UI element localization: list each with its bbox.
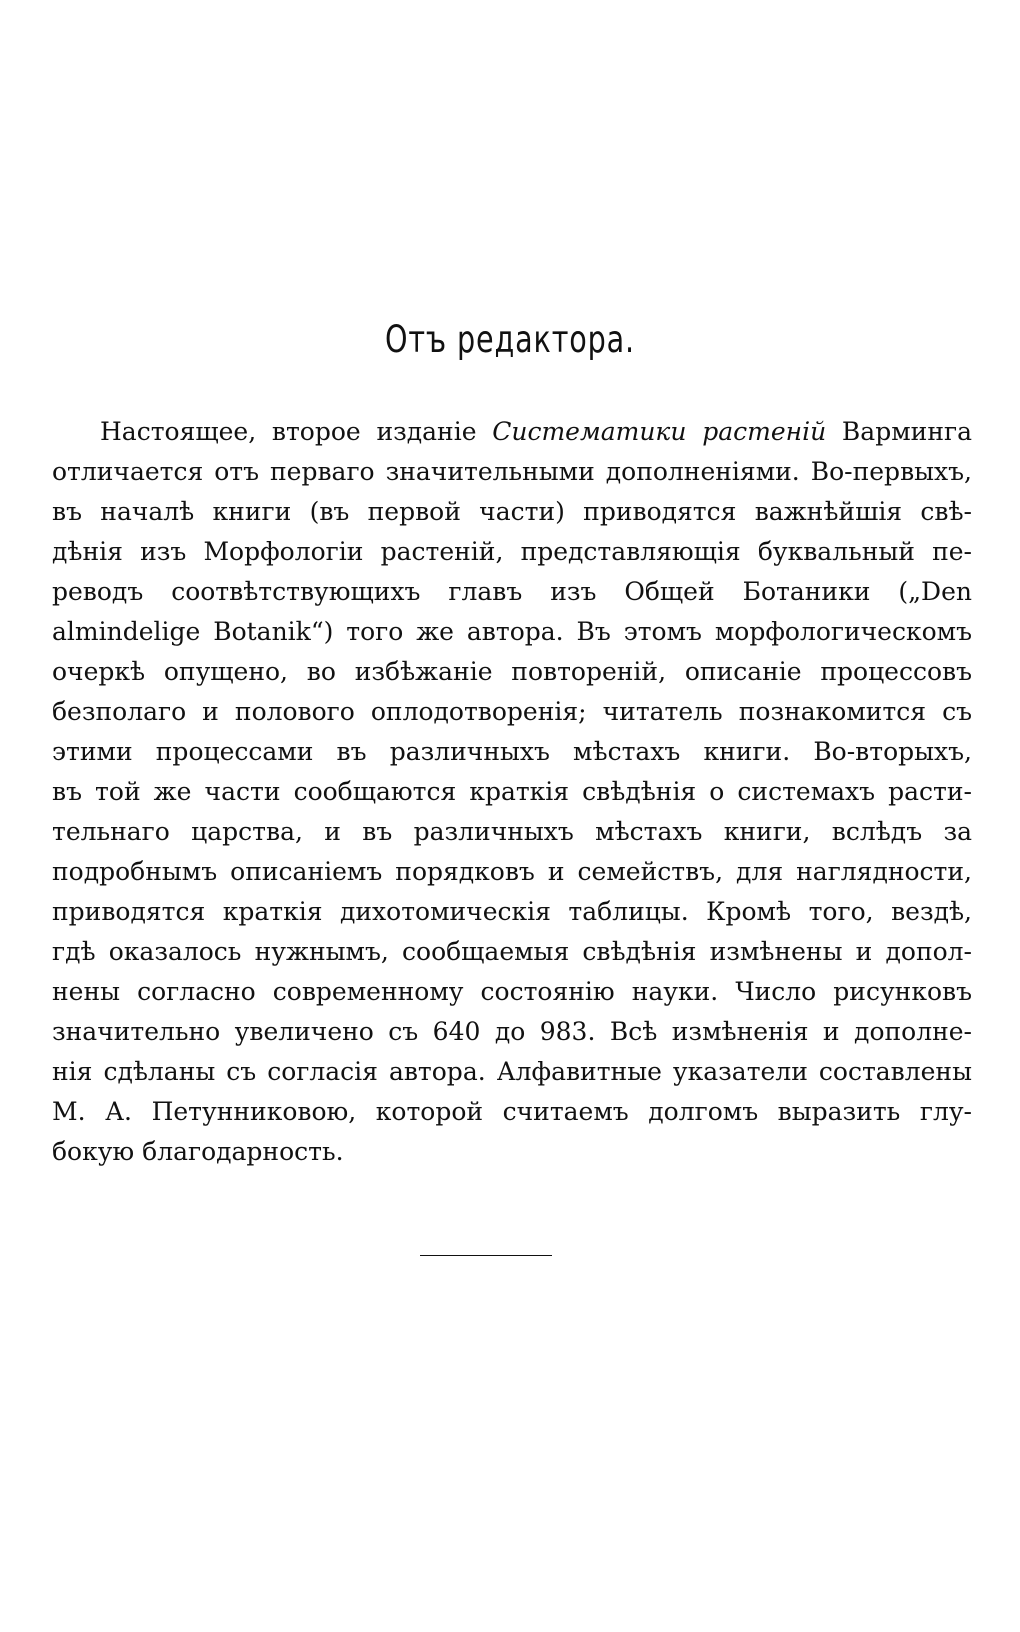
text-line: almindelige Botanik“) того же автора. Въ этомъ морфологическомъ	[52, 617, 972, 646]
page-title: Отъ редактора.	[385, 318, 635, 361]
text-line: очеркѣ опущено, во избѣжаніе повтореній, описаніе процессовъ	[52, 657, 972, 686]
text-line: тельнаго царства, и въ различныхъ мѣстахъ книги, вслѣдъ за	[52, 817, 972, 846]
text-line: реводъ соотвѣтствующихъ главъ изъ Общей Ботаники („Den	[52, 577, 972, 606]
text-segment: Настоящее, второе изданіе	[100, 417, 493, 446]
book-title-italic: Систематики растеній	[492, 417, 827, 446]
text-line: нія сдѣланы съ согласія автора. Алфавитные указатели составлены	[52, 1057, 972, 1086]
text-line	[52, 412, 972, 452]
text-line: бокую благодарность.	[52, 1137, 344, 1166]
text-line: значительно увеличено съ 640 до 983. Всѣ измѣненія и дополне-	[52, 1017, 972, 1046]
text-line: гдѣ оказалось нужнымъ, сообщаемыя свѣдѣнія измѣнены и допол-	[52, 937, 972, 966]
text-line: безполаго и полового оплодотворенія; читатель познакомится съ	[52, 697, 972, 726]
text-line: дѣнія изъ Морфологіи растеній, представляющія буквальный пе-	[52, 537, 972, 566]
section-divider	[420, 1255, 552, 1256]
text-segment: Варминга	[826, 417, 972, 446]
text-line: этими процессами въ различныхъ мѣстахъ книги. Во-вторыхъ,	[52, 737, 972, 766]
text-line: въ той же части сообщаются краткія свѣдѣнія о системахъ расти-	[52, 777, 972, 806]
text-line: въ началѣ книги (въ первой части) приводятся важнѣйшія свѣ-	[52, 497, 972, 526]
text-line: М. А. Петунниковою, которой считаемъ долгомъ выразить глу-	[52, 1097, 972, 1126]
text-line: приводятся краткія дихотомическія таблицы. Кромѣ того, вездѣ,	[52, 897, 972, 926]
text-line: отличается отъ перваго значительными дополненіями. Во-первыхъ,	[52, 457, 972, 486]
editor-preface-paragraph	[52, 412, 972, 1172]
text-line: нены согласно современному состоянію науки. Число рисунковъ	[52, 977, 972, 1006]
text-line: подробнымъ описаніемъ порядковъ и семействъ, для наглядности,	[52, 857, 972, 886]
